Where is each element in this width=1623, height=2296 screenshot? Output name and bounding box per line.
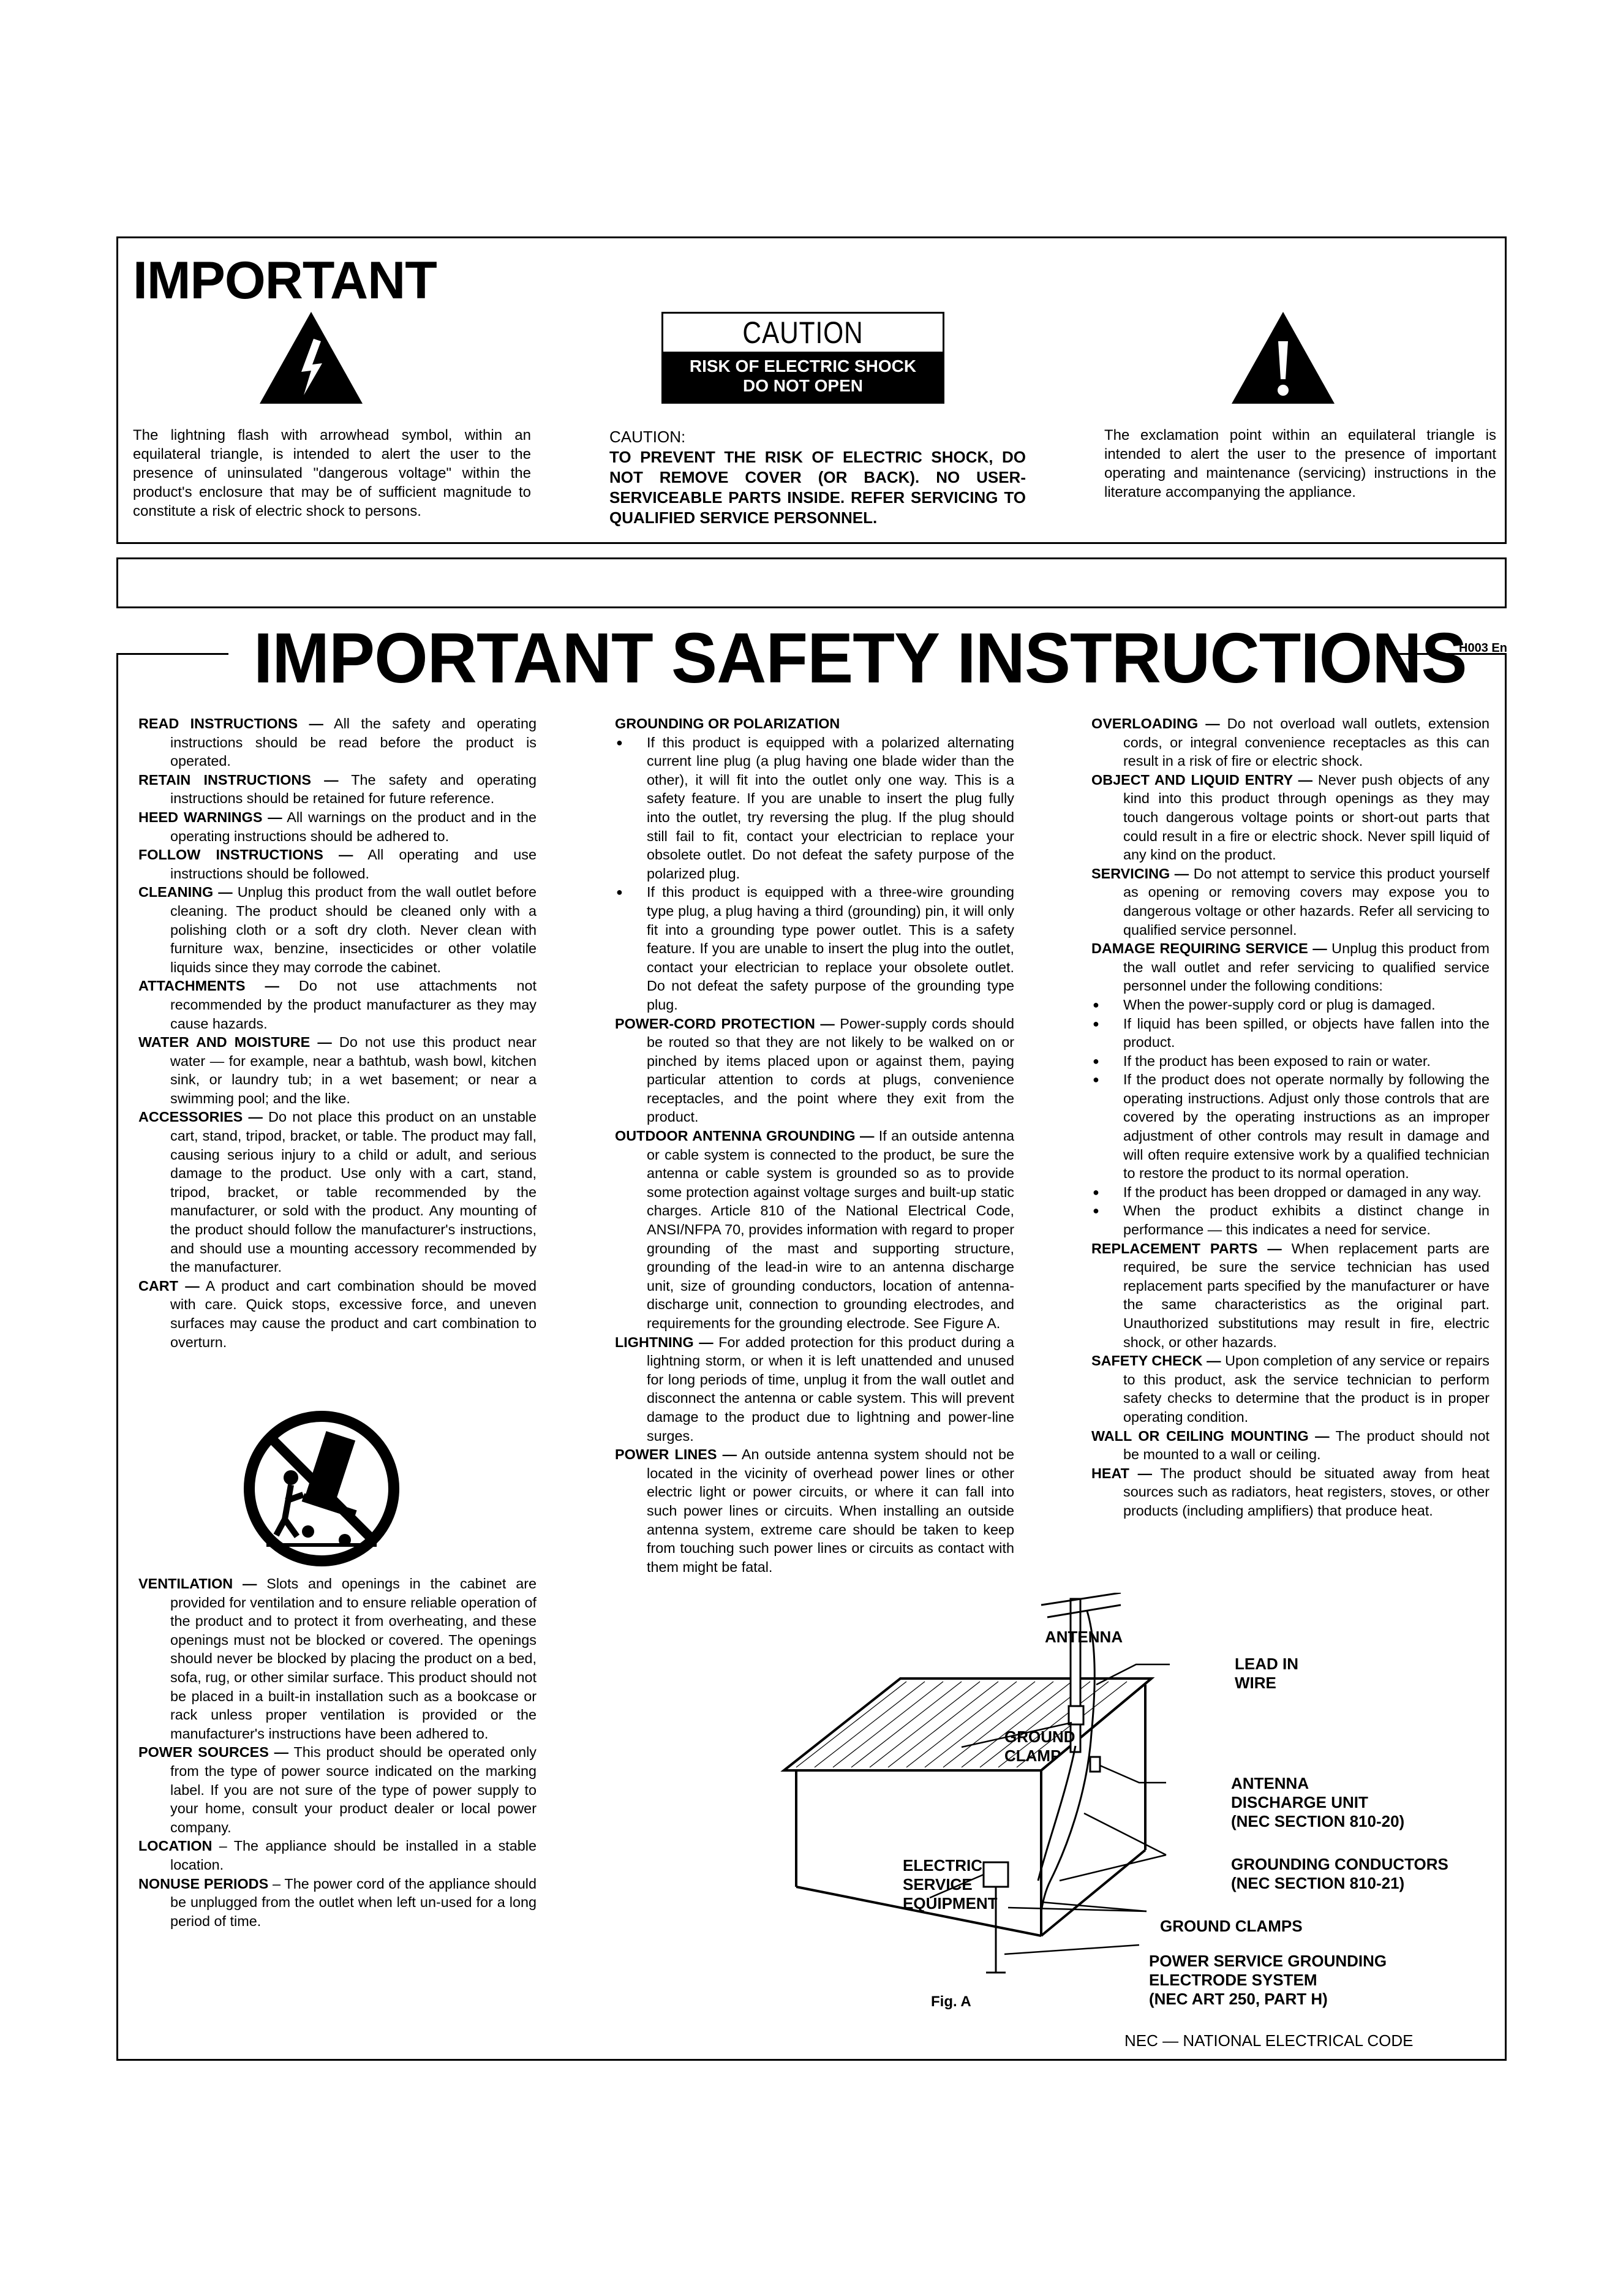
label-discharge-3: (NEC SECTION 810-20)	[1231, 1812, 1405, 1830]
bullet-item: ● When the power-supply cord or plug is damaged.	[1091, 995, 1489, 1014]
doc-code: H003 En	[1459, 641, 1507, 655]
instruction-heading: HEED WARNINGS —	[138, 809, 282, 825]
instruction-item	[138, 1277, 537, 1351]
bullet-item: ● If the product has been exposed to rain or water.	[1091, 1052, 1489, 1071]
instruction-item	[138, 714, 537, 771]
caution-sign	[661, 312, 944, 404]
caution-sign-line2: DO NOT OPEN	[742, 376, 863, 395]
instruction-text: Do not overload wall outlets, extension cords, or integral convenience receptacles as this can result in a risk of fire or electric shock.	[1123, 716, 1489, 769]
instruction-text: All the safety and operating instructions should be read before the product is operated.	[170, 716, 537, 769]
instruction-text: A product and cart combination should be moved with care. Quick stops, excessive force, and uneven surfaces may cause the product and cart combination to overturn.	[170, 1277, 537, 1350]
instruction-text: When replacement parts are required, be sure the service technician has used replacement parts specified by the manufacturer or have the same characteristics as the original part. Unauthorized substitutions may result in fire, electric shock, or other hazards.	[1123, 1240, 1489, 1350]
instruction-item	[138, 883, 537, 976]
instruction-heading: OVERLOADING —	[1091, 716, 1220, 731]
instruction-item	[138, 976, 537, 1033]
instruction-text: Do not place this product on an unstable cart, stand, tripod, bracket, or table. The product may fall, causing serious injury to a child or adult, and serious damage to the product. Use only with a cart, stand, tripod, bracket, or table recommended by the manufacturer, or sold with the product. Any mounting of the product should follow the manufacturer's instructions, and should use a mounting accessory recommended by the manufacturer.	[170, 1109, 537, 1275]
instruction-item	[1091, 714, 1489, 771]
instruction-text: Do not use this product near water — for example, near a bathtub, wash bowl, kitchen sink, or laundry tub; in a wet basement; or near a swimming pool; and the like.	[170, 1034, 537, 1106]
instruction-item	[138, 1108, 537, 1276]
bullet-item: ● When the product exhibits a distinct change in performance — this indicates a need for service.	[1091, 1201, 1489, 1239]
caution-description: TO PREVENT THE RISK OF ELECTRIC SHOCK, DO NOT REMOVE COVER (OR BACK). NO USER-SERVICEABLE PARTS INSIDE. REFER SERVICING TO QUALIFIED SERVICE PERSONNEL.	[609, 448, 1026, 527]
bullet-item: ● If the product does not operate normally by following the operating instructions. Adjust only those controls that are covered by the operating instructions as an improper adjustment of other controls may result in damage and will often require extensive work by a qualified technician to restore the product to its normal operation.	[1091, 1070, 1489, 1183]
figure-caption: Fig. A	[931, 1993, 971, 2010]
label-electric-1: ELECTRIC	[903, 1856, 982, 1875]
instruction-item	[615, 1333, 1014, 1446]
important-box	[116, 236, 1507, 544]
label-conductors-1: GROUNDING CONDUCTORS	[1231, 1855, 1448, 1873]
instruction-heading: VENTILATION —	[138, 1576, 257, 1592]
column-1-continued	[138, 1574, 537, 1930]
instruction-item	[1091, 1464, 1489, 1520]
exclamation-warning-icon	[1229, 309, 1337, 406]
caution-sign-line1: RISK OF ELECTRIC SHOCK	[689, 357, 917, 376]
instruction-heading: ACCESSORIES —	[138, 1109, 263, 1125]
safety-title: IMPORTANT SAFETY INSTRUCTIONS	[254, 618, 1467, 698]
instruction-text: Slots and openings in the cabinet are provided for ventilation and to ensure reliable operation of the product and to protect it from overheating, and these openings must not be blocked or covered. The openings should never be blocked by placing the product on a bed, sofa, rug, or other similar surface. This product should not be placed in a built-in installation such as a bookcase or rack unless proper ventilation is provided or the manufacturer's instructions have been adhered to.	[170, 1576, 537, 1742]
instruction-text: – The appliance should be installed in a stable location.	[170, 1838, 537, 1873]
instruction-heading: CART —	[138, 1277, 200, 1294]
bullet-item: ● If this product is equipped with a polarized alternating current line plug (a plug having one blade wider than the other), it will fit into the outlet only one way. This is a safety feature. If you are unable to insert the plug fully into the outlet, try reversing the plug. If the plug should still fail to fit, contact your electrician to replace your obsolete outlet. Do not defeat the safety purpose of the polarized plug.	[615, 733, 1014, 883]
important-title: IMPORTANT	[133, 251, 437, 310]
instruction-text: All operating and use instructions should be followed.	[170, 847, 537, 882]
instruction-item	[138, 1837, 537, 1874]
instruction-item	[615, 1445, 1014, 1576]
instruction-text: All warnings on the product and in the operating instructions should be adhered to.	[170, 809, 537, 844]
instruction-heading: OUTDOOR ANTENNA GROUNDING —	[615, 1128, 875, 1144]
instruction-item	[1091, 864, 1489, 939]
instruction-item	[1091, 1239, 1489, 1352]
instruction-item	[138, 1033, 537, 1108]
grounding-heading: GROUNDING OR POLARIZATION	[615, 716, 840, 731]
instruction-text: An outside antenna system should not be located in the vicinity of overhead power lines or other electric light or power circuits, or where it can fall into such power lines or circuits. When installing an outside antenna system, extreme care should be taken to keep from touching such power lines or circuits as contact with them might be fatal.	[647, 1446, 1015, 1575]
instruction-heading: SAFETY CHECK —	[1091, 1353, 1221, 1369]
instruction-text: For added protection for this product during a lightning storm, or when it is left unattended and unused for long periods of time, unplug it from the wall outlet and disconnect the antenna or cable system. This will prevent damage to the product due to lightning and power-line surges.	[647, 1334, 1014, 1444]
instruction-item	[1091, 939, 1489, 995]
instruction-heading: NONUSE PERIODS	[138, 1875, 269, 1892]
bullet-item: ● If liquid has been spilled, or objects have fallen into the product.	[1091, 1014, 1489, 1052]
bullet-item: ● If the product has been dropped or damaged in any way.	[1091, 1183, 1489, 1202]
instruction-text: The safety and operating instructions should be retained for future reference.	[170, 771, 537, 807]
instruction-heading: ATTACHMENTS —	[138, 978, 279, 994]
instruction-text: Power-supply cords should be routed so that they are not likely to be walked on or pinched by items placed upon or against them, paying particular attention to cords at plugs, convenience receptacles, and the point where they exit from the product.	[647, 1015, 1014, 1125]
instruction-heading: FOLLOW INSTRUCTIONS —	[138, 847, 353, 863]
instruction-heading: OBJECT AND LIQUID ENTRY —	[1091, 771, 1312, 788]
instruction-heading: HEAT —	[1091, 1465, 1152, 1481]
instruction-item	[138, 771, 537, 808]
instruction-text: The product should not be mounted to a wall or ceiling.	[1123, 1427, 1489, 1463]
instruction-item	[138, 808, 537, 845]
instruction-heading: WALL OR CEILING MOUNTING —	[1091, 1427, 1330, 1444]
instruction-text: Unplug this product from the wall outlet before cleaning. The product should be cleaned only with a polishing cloth or a soft dry cloth. Never clean with furniture wax, benzine, insecticides or other volatile liquids since they may corrode the cabinet.	[170, 884, 537, 975]
instruction-text: Do not attempt to service this product yourself as opening or removing covers may expose you to dangerous voltage or other hazards. Refer all servicing to qualified service personnel.	[1123, 865, 1489, 938]
instruction-text: – The power cord of the appliance should be unplugged from the outlet when left un-used for a long period of time.	[170, 1875, 537, 1929]
lightning-warning-icon	[257, 309, 365, 406]
instruction-item	[615, 1127, 1014, 1333]
instruction-heading: POWER LINES —	[615, 1446, 737, 1463]
column-2	[615, 714, 1014, 1576]
label-power-3: (NEC ART 250, PART H)	[1149, 1990, 1328, 2008]
label-ground-clamp-2: CLAMP	[1004, 1747, 1061, 1765]
title-rule-left	[118, 653, 228, 655]
instruction-text: If an outside antenna or cable system is connected to the product, be sure the antenna or cable system is grounded so as to provide some protection against voltage surges and built-up static charges. Article 810 of the National Electrical Code, ANSI/NFPA 70, provides information with regard to proper grounding of the mast and supporting structure, grounding of the lead-in wire to an antenna discharge unit, size of grounding conductors, location of antenna-discharge unit, connection to grounding electrodes, and requirements for the grounding electrode. See Figure A.	[647, 1128, 1014, 1331]
instruction-heading: REPLACEMENT PARTS —	[1091, 1240, 1282, 1256]
caution-sign-heading: CAUTION	[742, 315, 864, 350]
instruction-text: Upon completion of any service or repairs to this product, ask the service technician to perform safety checks to determine that the product is in proper operating condition.	[1123, 1353, 1489, 1425]
instruction-item	[1091, 1351, 1489, 1426]
label-electric-3: EQUIPMENT	[903, 1894, 998, 1913]
instruction-heading: CLEANING —	[138, 884, 233, 901]
instruction-item	[1091, 1427, 1489, 1464]
instruction-heading: POWER SOURCES —	[138, 1744, 289, 1761]
exclamation-description: The exclamation point within an equilateral triangle is intended to alert the user to the presence of important operating and maintenance (servicing) instructions in the literature accompanying the appliance.	[1104, 427, 1496, 500]
label-ground-clamps: GROUND CLAMPS	[1160, 1917, 1303, 1935]
column-1	[138, 714, 537, 1351]
label-lead-in-1: LEAD IN	[1235, 1655, 1298, 1673]
caution-heading: CAUTION:	[609, 428, 686, 446]
label-lead-in-2: WIRE	[1235, 1674, 1276, 1692]
instruction-heading: READ INSTRUCTIONS —	[138, 716, 323, 731]
label-ground-clamp-1: GROUND	[1004, 1728, 1075, 1746]
label-conductors-2: (NEC SECTION 810-21)	[1231, 1874, 1405, 1892]
instruction-text: Never push objects of any kind into this product through openings as they may touch dangerous voltage points or short-out parts that could result in a fire or electric shock. Never spill liquid of any kind on the product.	[1123, 771, 1489, 863]
instruction-heading: POWER-CORD PROTECTION —	[615, 1015, 835, 1032]
instruction-item	[138, 1875, 537, 1931]
nec-legend: NEC — NATIONAL ELECTRICAL CODE	[1124, 2031, 1414, 2050]
instruction-heading: RETAIN INSTRUCTIONS —	[138, 771, 339, 788]
instruction-item	[138, 845, 537, 883]
label-power-1: POWER SERVICE GROUNDING	[1149, 1952, 1387, 1970]
instruction-text: This product should be operated only from the type of power source indicated on the marking label. If you are not sure of the type of power supply to your home, consult your product dealer or local power company.	[170, 1744, 537, 1835]
instruction-text: Unplug this product from the wall outlet and refer servicing to qualified service personnel under the following conditions:	[1123, 940, 1489, 994]
column-3	[1091, 714, 1489, 1520]
instruction-heading: DAMAGE REQUIRING SERVICE —	[1091, 940, 1327, 957]
instruction-heading: LOCATION	[138, 1838, 213, 1854]
instruction-text: The product should be situated away from heat sources such as radiators, heat registers, stoves, or other products (including amplifiers) that produce heat.	[1123, 1465, 1490, 1519]
blank-box	[116, 557, 1507, 608]
instruction-item	[615, 1014, 1014, 1127]
bullet-item: ● If this product is equipped with a three-wire grounding type plug, a plug having a third (grounding) pin, it will only fit into a grounding type power outlet. This is a safety feature. If you are unable to insert the plug into the outlet, contact your electrician to replace your obsolete outlet. Do not defeat the safety purpose of the grounding type plug.	[615, 883, 1014, 1014]
label-electric-2: SERVICE	[903, 1875, 973, 1894]
lightning-description: The lightning flash with arrowhead symbol, within an equilateral triangle, is intended to alert the user to the presence of uninsulated "dangerous voltage" within the product's enclosure that may be of sufficient magnitude to constitute a risk of electric shock to persons.	[133, 427, 531, 519]
instruction-heading: SERVICING —	[1091, 865, 1189, 882]
label-power-2: ELECTRODE SYSTEM	[1149, 1971, 1317, 1989]
instruction-heading: LIGHTNING —	[615, 1334, 714, 1350]
instruction-heading: WATER AND MOISTURE —	[138, 1034, 332, 1051]
label-antenna: ANTENNA	[1045, 1628, 1123, 1646]
instruction-text: Do not use attachments not recommended by the product manufacturer as they may cause hazards.	[170, 978, 537, 1032]
label-discharge-1: ANTENNA	[1231, 1774, 1309, 1792]
label-discharge-2: DISCHARGE UNIT	[1231, 1793, 1368, 1811]
instruction-item	[138, 1743, 537, 1837]
cart-overturn-warning-icon	[242, 1409, 401, 1568]
instruction-item	[138, 1574, 537, 1743]
instruction-item	[1091, 771, 1489, 864]
